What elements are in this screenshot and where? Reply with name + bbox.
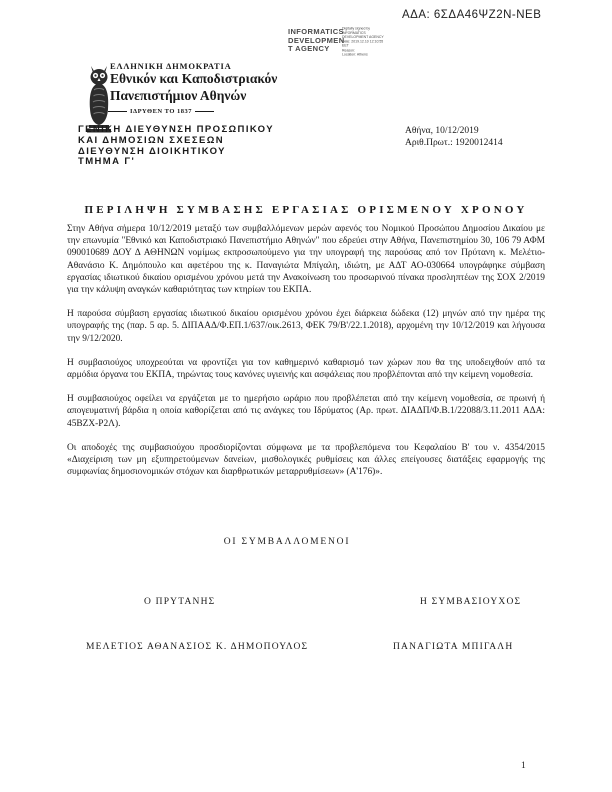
stamp-agency-line: T AGENCY — [288, 44, 330, 54]
founded-1837-banner — [108, 108, 214, 115]
department-line: ΓΕΝΙΚΗ ΔΙΕΥΘΥΝΣΗ ΠΡΟΣΩΠΙΚΟΥ — [78, 124, 274, 135]
divider-line — [195, 111, 214, 112]
protocol-number: Αριθ.Πρωτ.: 1920012414 — [405, 137, 503, 148]
ada-code: ΑΔΑ: 6ΣΔΑ46ΨΖ2Ν-ΝΕΒ — [402, 9, 542, 21]
digital-signature-details — [342, 27, 417, 57]
department-line: ΚΑΙ ΔΗΜΟΣΙΩΝ ΣΧΕΣΕΩΝ — [78, 134, 224, 146]
hellenic-republic-label: ΕΛΛΗΝΙΚΗ ΔΗΜΟΚΡΑΤΙΑ — [110, 61, 232, 71]
divider-line — [108, 111, 127, 112]
document-body — [67, 223, 545, 490]
rector-name: ΜΕΛΕΤΙΟΣ ΑΘΑΝΑΣΙΟΣ Κ. ΔΗΜΟΠΟΥΛΟΣ — [86, 642, 309, 652]
stamp-detail-line: Date: 2019.12.10 12:10:55 — [342, 40, 384, 44]
department-line: ΤΜΗΜΑ Γ' — [78, 156, 136, 168]
contractor-name: ΠΑΝΑΓΙΩΤΑ ΜΠΙΓΑΛΗ — [393, 642, 514, 652]
paragraph-duties: Η συμβασιούχος υποχρεούται να φροντίζει για τον καθημερινό καθαρισμό των χώρων που θα της υποδειχθούν από τα αρμόδια όργανα του ΕΚΠΑ, τηρώντας τους κανόνες υγιεινής και ασφάλειας που προβλέπονται από την κείμενη νομοθεσία. — [67, 357, 545, 381]
stamp-detail-line: Digitally signed by — [342, 27, 371, 31]
stamp-detail-line: Location: Athens — [342, 53, 368, 57]
paragraph-duration: Η παρούσα σύμβαση εργασίας ιδιωτικού δικαίου ορισμένου χρόνου έχει διάρκεια δώδεκα (12) μηνών από την ημέρα της υπογραφής της (παρ. 5 αρ. 5. ΔΙΠΑΑΔ/Φ.ΕΠ.1/637/οικ.2613, ΦΕΚ 79/Β'/22.1.2018), αρχομένη την 10/12/2019 και λήγουσα την 9/12/2020. — [67, 309, 545, 344]
stamp-detail-line: EET — [342, 44, 349, 48]
contractor-role-label: Η ΣΥΜΒΑΣΙΟΥΧΟΣ — [420, 597, 522, 607]
digital-signature-stamp — [288, 28, 348, 54]
page-number: 1 — [521, 761, 526, 771]
signatories-heading: ΟΙ ΣΥΜΒΑΛΛΟΜΕΝΟΙ — [223, 537, 351, 547]
document-meta — [405, 126, 503, 149]
paragraph-parties: Στην Αθήνα σήμερα 10/12/2019 μεταξύ των συμβαλλόμενων μερών αφενός του Νομικού Προσώπου Δημοσίου Δικαίου με την επωνυμία "Εθνικό και Καποδιστριακό Πανεπιστήμιο Αθηνών" που εδρεύει στην Αθήνα, Πανεπιστημίου 30, 106 79 ΑΦΜ 090010689 ΔΟΥ Δ ΑΘΗΝΩΝ νομίμως εκπροσωπούμενο για την υπογραφή της παρούσας από τον Πρύτανη κ. Μελέτιο- Αθανάσιο Κ. Δημόπουλο και αφετέρου της κ. Παναγιώτα Μπίγαλη, ιδιώτη, με ΑΔΤ ΑΟ-030664 υπογράφηκε σύμβαση εργασίας ιδιωτικού δικαίου ορισμένου χρόνου μετά την Ανακοίνωση του προσωρινού πίνακα προσληπτέων της ΣΟΧ 2/2019 για την κάλυψη αναγκών καθαριότητας των κτηρίων του ΕΚΠΑ. — [67, 224, 545, 296]
city-date: Αθήνα, 10/12/2019 — [405, 126, 479, 136]
stamp-agency-line: INFORMATICS — [288, 27, 344, 36]
stamp-detail-line: Reason: — [342, 48, 355, 53]
founded-label: ΙΔΡΥΘΕΝ ΤΟ 1837 — [129, 108, 193, 115]
paragraph-schedule: Η συμβασιούχος οφείλει να εργάζεται με το ημερήσιο ωράριο που προβλέπεται από την κείμενη νομοθεσία, σε πρωινή ή απογευματινή βάρδια η οποία καθορίζεται από τις ανάγκες του Ιδρύματος (Αρ. πρωτ. ΔΙΑΔΠ/Φ.Β.1/22088/3.11.2011 ΑΔΑ: 45ΒΖΧ-Ρ2Λ). — [67, 394, 545, 429]
stamp-detail-line: DEVELOPMENT AGENCY — [342, 35, 384, 40]
stamp-detail-line: INFORMATICS — [342, 31, 366, 35]
stamp-agency-line: DEVELOPMEN — [288, 35, 345, 45]
document-title: ΠΕΡΙΛΗΨΗ ΣΥΜΒΑΣΗΣ ΕΡΓΑΣΙΑΣ ΟΡΙΣΜΕΝΟΥ ΧΡΟΝΟΥ — [84, 204, 528, 216]
university-name-line1: Εθνικόν και Καποδιστριακόν — [110, 71, 278, 86]
rector-role-label: Ο ΠΡΥΤΑΝΗΣ — [144, 597, 216, 607]
university-name-line2: Πανεπιστήμιον Αθηνών — [110, 88, 247, 103]
department-line: ΔΙΕΥΘΥΝΣΗ ΔΙΟΙΚΗΤΙΚΟΥ — [78, 145, 226, 157]
issuing-department-block — [78, 125, 274, 168]
paragraph-salary: Οι αποδοχές της συμβασιούχου προσδιορίζονται σύμφωνα με τα προβλεπόμενα του Κεφαλαίου Β' του ν. 4354/2015 «Διαχείριση των μη εξυπηρετούμενων δανείων, μισθολογικές ρυθμίσεις και άλλες επείγουσες διατάξεις εφαρμογής της συμφωνίας δημοσιονομικών στόχων και διαρθρωτικών μεταρρυθμίσεων» (Α'176)». — [67, 442, 545, 478]
